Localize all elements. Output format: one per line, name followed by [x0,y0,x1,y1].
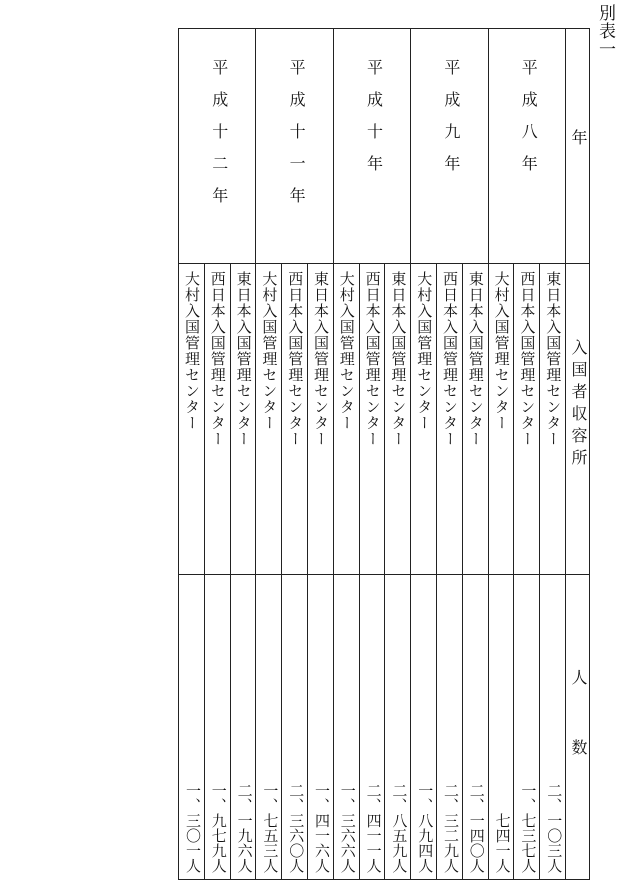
person-count: 二、三二九人 [442,783,460,873]
table-row [255,263,281,879]
header-year: 年 [569,129,588,145]
year-cell [255,29,332,263]
table-row [178,263,204,879]
center-name: 大村入国管理センター [183,271,201,431]
center-name: 東日本入国管理センター [466,271,485,447]
person-count: 一、七三七人 [519,783,538,873]
center-name: 大村入国管理センター [415,271,434,431]
person-count: 一、三〇一人 [184,783,202,873]
table-row [410,263,436,879]
person-count: 一、九七九人 [209,783,228,873]
table-row [281,263,307,879]
center-name: 大村入国管理センター [337,271,356,431]
center-name: 西日本入国管理センター [286,271,305,447]
table-row [436,263,462,879]
person-count: 一、七五三人 [261,783,280,873]
center-name: 大村入国管理センター [492,271,511,431]
table-row [462,263,488,879]
header-count: 人数 [569,669,588,809]
person-count: 二、一〇三人 [545,783,564,873]
table-row [230,263,256,879]
person-count: 一、四一六人 [313,783,331,873]
center-name: 東日本入国管理センター [312,271,330,447]
center-name: 西日本入国管理センター [441,271,459,447]
person-count: 二、三六〇人 [287,783,306,873]
table-row [359,263,385,879]
statistics-table [178,28,590,880]
header-column [565,29,590,879]
person-count: 二、一九六人 [235,783,254,873]
table-row [307,263,333,879]
year-label: 平成十年 [364,59,384,187]
appendix-label: 別表一 [595,4,615,58]
year-label: 平成十二年 [209,59,229,219]
table-row [204,263,230,879]
center-name: 西日本入国管理センター [518,271,537,447]
table-row [539,263,565,879]
year-cell [333,29,410,263]
table-row [384,263,410,879]
year-label: 平成十一年 [287,59,307,219]
center-name: 西日本入国管理センター [208,271,227,447]
center-name: 東日本入国管理センター [544,271,563,447]
center-name: 東日本入国管理センター [389,271,408,447]
table-row [513,263,539,879]
year-cell [488,29,565,263]
center-name: 東日本入国管理センター [234,271,253,447]
center-name: 大村入国管理センター [260,271,279,431]
table-row [488,263,514,879]
year-cell [410,29,487,263]
year-label: 平成九年 [441,59,461,187]
person-count: 二、一四〇人 [467,783,486,873]
year-label: 平成八年 [519,59,539,187]
center-name: 西日本入国管理センター [363,271,382,447]
person-count: 二、八五九人 [390,783,409,873]
table-row [333,263,359,879]
year-cell [178,29,255,263]
person-count: 一、八九四人 [416,783,435,873]
person-count: 一、三六六人 [338,783,357,873]
person-count: 二、四一一人 [364,783,383,873]
header-center: 入国者収容所 [569,339,588,471]
person-count: 七四一人 [493,813,512,873]
